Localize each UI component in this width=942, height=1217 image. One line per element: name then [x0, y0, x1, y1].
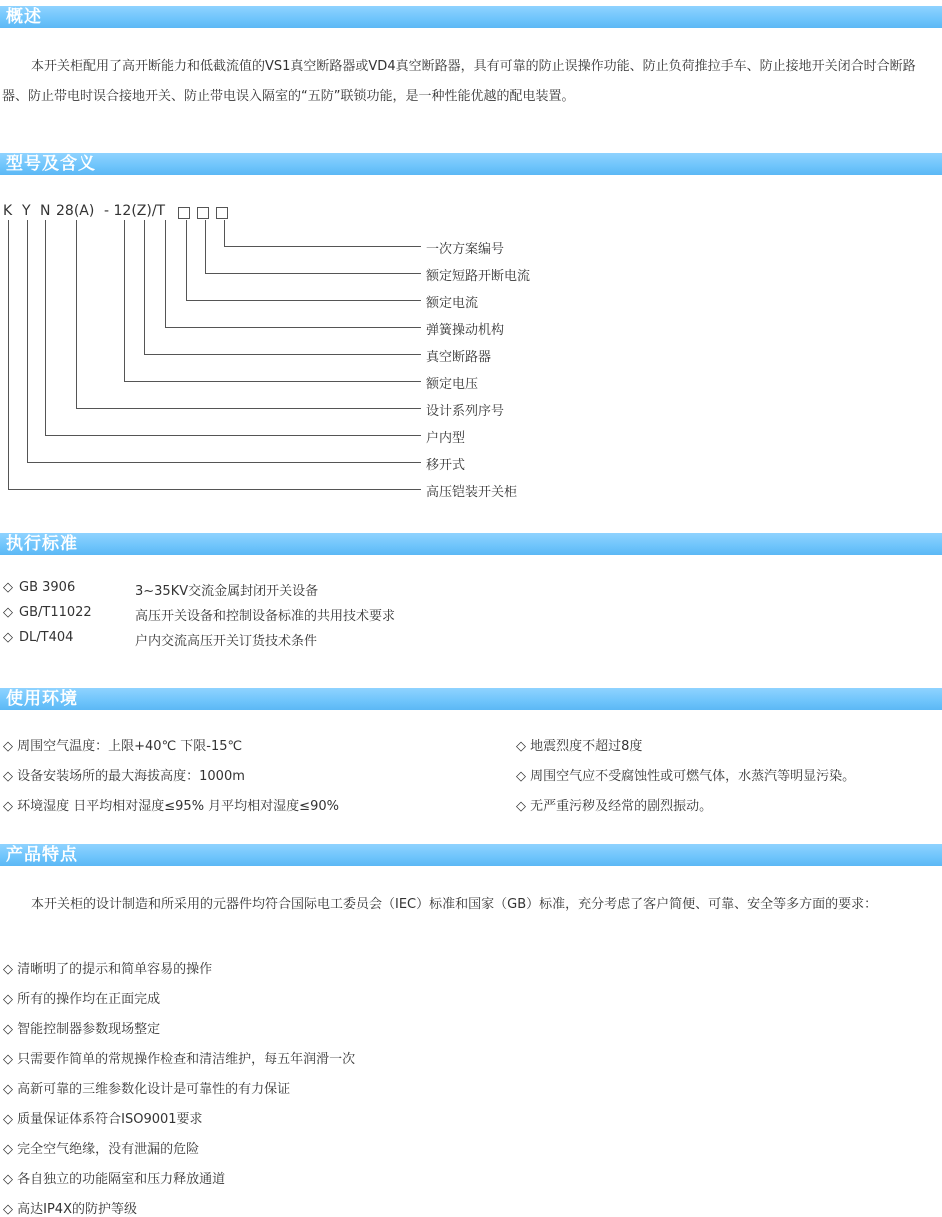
leader-vertical — [45, 220, 46, 435]
leader-horizontal — [8, 489, 421, 490]
meaning-label: 额定电流 — [426, 296, 479, 311]
standard-code: GB 3906 — [19, 580, 76, 595]
leader-vertical — [27, 220, 28, 462]
code-box-breaking — [197, 207, 209, 219]
leader-vertical — [186, 220, 187, 300]
leader-horizontal — [144, 354, 421, 355]
meaning-label: 额定电压 — [426, 377, 479, 392]
environment-item: ◇ 环境湿度 日平均相对湿度≤95% 月平均相对湿度≤90% — [3, 799, 339, 814]
feature-item: ◇ 清晰明了的提示和简单容易的操作 — [3, 962, 213, 977]
leader-horizontal — [224, 246, 421, 247]
leader-horizontal — [205, 273, 421, 274]
feature-item: ◇ 各自独立的功能隔室和压力释放通道 — [3, 1172, 226, 1187]
meaning-label: 弹簧操动机构 — [426, 323, 505, 338]
leader-horizontal — [165, 327, 421, 328]
section-header-overview — [0, 6, 942, 28]
section-header-environment — [0, 688, 942, 710]
code-box-scheme — [216, 207, 228, 219]
section-header-model — [0, 153, 942, 175]
leader-vertical — [205, 220, 206, 273]
feature-item: ◇ 只需要作简单的常规操作检查和清洁维护，每五年润滑一次 — [3, 1052, 356, 1067]
code-box-current — [178, 207, 190, 219]
meaning-label: 移开式 — [426, 458, 466, 473]
code-letter-k: K — [3, 203, 13, 219]
section-title: 产品特点 — [6, 845, 78, 865]
meaning-label: 一次方案编号 — [426, 242, 505, 257]
standard-desc: 户内交流高压开关订货技术条件 — [135, 634, 318, 649]
code-letter-y: Y — [22, 203, 31, 219]
section-title: 执行标准 — [6, 534, 78, 554]
feature-item: ◇ 智能控制器参数现场整定 — [3, 1022, 161, 1037]
code-voltage: - 12(Z)/T — [104, 203, 166, 219]
environment-item: ◇ 无严重污秽及经常的剧烈振动。 — [516, 799, 713, 814]
environment-item: ◇ 周围空气温度：上限+40℃ 下限-15℃ — [3, 739, 243, 754]
section-title: 使用环境 — [6, 689, 78, 709]
features-intro: 本开关柜的设计制造和所采用的元器件均符合国际电工委员会（IEC）标准和国家（GB）标准，充分考虑了客户简便、可靠、安全等多方面的要求： — [31, 897, 878, 912]
environment-item: ◇ 周围空气应不受腐蚀性或可燃气体，水蒸汽等明显污染。 — [516, 769, 856, 784]
feature-item: ◇ 高新可靠的三维参数化设计是可靠性的有力保证 — [3, 1082, 291, 1097]
section-header-standards — [0, 533, 942, 555]
leader-vertical — [224, 220, 225, 246]
feature-item: ◇ 质量保证体系符合ISO9001要求 — [3, 1112, 203, 1127]
leader-vertical — [165, 220, 166, 327]
section-title: 概述 — [6, 7, 42, 27]
meaning-label: 高压铠装开关柜 — [426, 485, 518, 500]
leader-horizontal — [27, 462, 421, 463]
leader-vertical — [124, 220, 125, 381]
meaning-label: 设计系列序号 — [426, 404, 505, 419]
leader-horizontal — [124, 381, 421, 382]
feature-item: ◇ 完全空气绝缘，没有泄漏的危险 — [3, 1142, 200, 1157]
leader-horizontal — [76, 408, 421, 409]
leader-horizontal — [45, 435, 421, 436]
bullet-icon: ◇ — [3, 580, 13, 595]
overview-text: 本开关柜配用了高开断能力和低截流值的VS1真空断路器或VD4真空断路器，具有可靠的防止误操作功能、防止负荷推拉手车、防止接地开关闭合时合断路器、防止带电时误合接地开关、防止带电误入隔室的“五防”联锁功能，是一种性能优越的配电装置。 — [2, 59, 916, 104]
meaning-label: 额定短路开断电流 — [426, 269, 531, 284]
leader-vertical — [144, 220, 145, 354]
standard-code: GB/T11022 — [19, 605, 92, 620]
bullet-icon: ◇ — [3, 605, 13, 620]
leader-horizontal — [186, 300, 421, 301]
meaning-label: 户内型 — [426, 431, 466, 446]
section-title: 型号及含义 — [6, 154, 96, 174]
bullet-icon: ◇ — [3, 630, 13, 645]
standard-desc: 3~35KV交流金属封闭开关设备 — [135, 584, 319, 599]
environment-item: ◇ 设备安装场所的最大海拔高度：1000m — [3, 769, 245, 784]
leader-vertical — [76, 220, 77, 408]
section-header-features — [0, 844, 942, 866]
feature-item: ◇ 高达IP4X的防护等级 — [3, 1202, 137, 1217]
environment-item: ◇ 地震烈度不超过8度 — [516, 739, 643, 754]
leader-vertical — [8, 220, 9, 489]
feature-item: ◇ 所有的操作均在正面完成 — [3, 992, 161, 1007]
code-series: 28(A) — [56, 203, 95, 219]
standard-code: DL/T404 — [19, 630, 74, 645]
standard-desc: 高压开关设备和控制设备标准的共用技术要求 — [135, 609, 396, 624]
meaning-label: 真空断路器 — [426, 350, 492, 365]
code-letter-n: N — [40, 203, 51, 219]
